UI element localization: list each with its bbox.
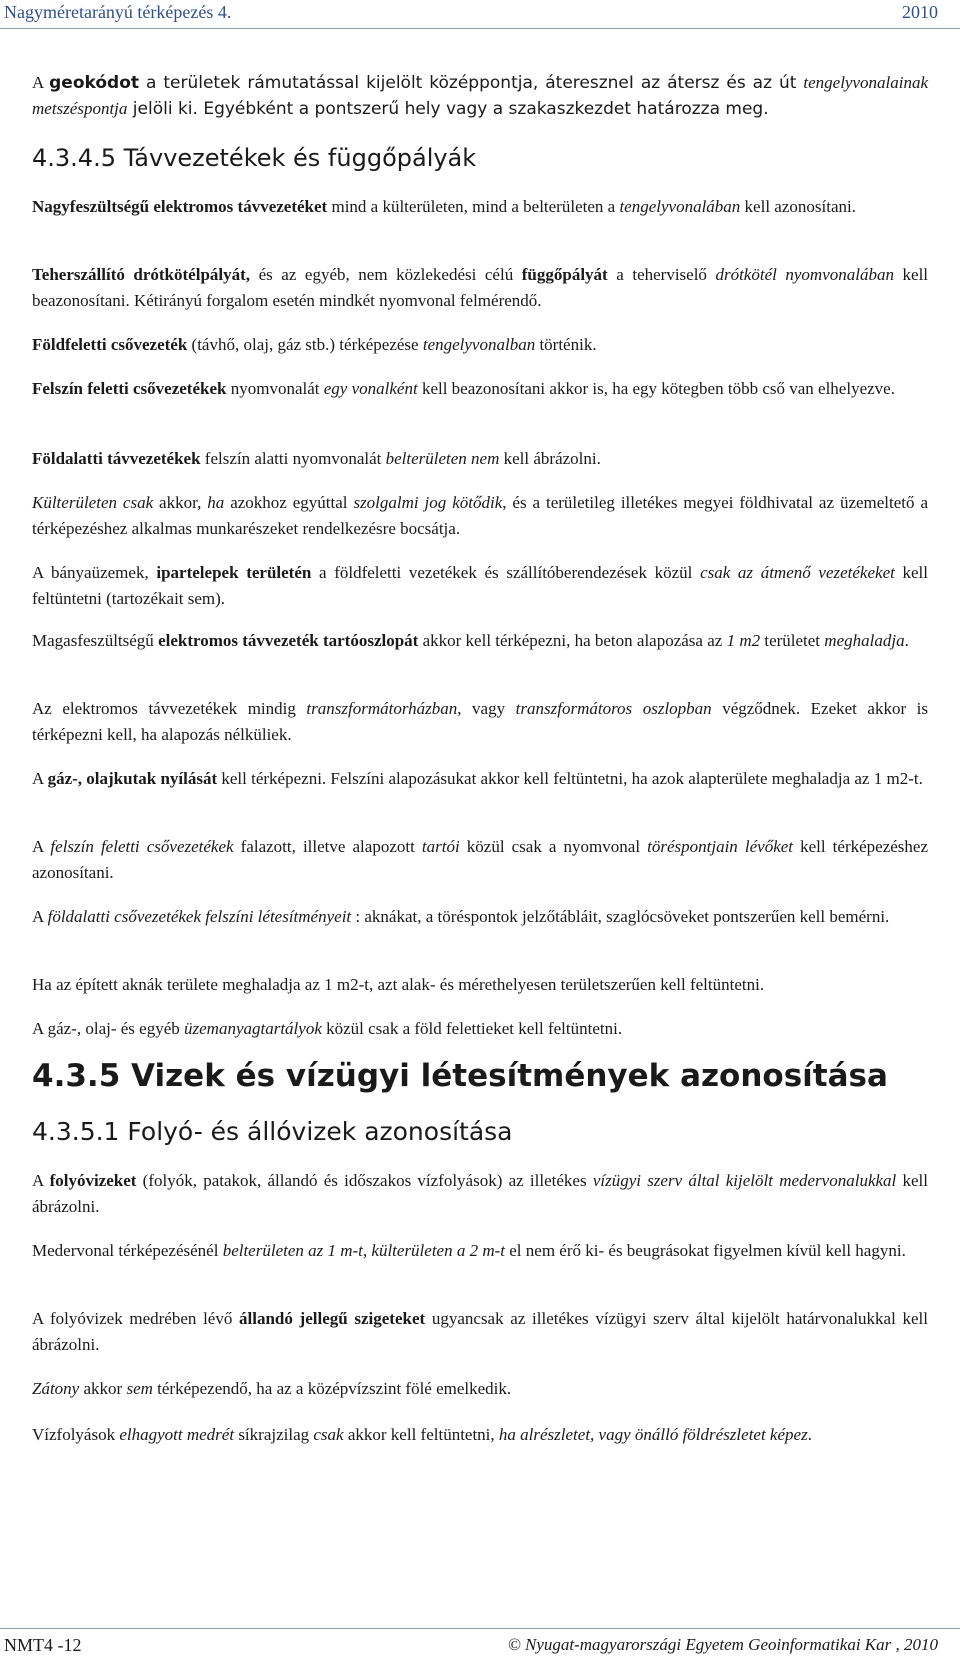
footer-page-number: NMT4 -12 bbox=[4, 1635, 82, 1655]
paragraph-drotkotelpalya: Teherszállító drótkötélpályát, és az egyéb, nem közlekedési célú függőpályát a teherviselő drótkötél nyomvonalában kell beazonosítani. Kétirányú forgalom esetén mindkét nyomvonal felmérendő. bbox=[32, 265, 929, 310]
paragraph-folyovizek: A folyóvizeket (folyók, patakok, állandó és időszakos vízfolyások) az illetékes vízügyi szerv által kijelölt medervonalukkal kell ábrázolni. bbox=[32, 1171, 928, 1216]
section-heading-4-3-4-5: 4.3.4.5 Távvezetékek és függőpályák bbox=[32, 144, 477, 172]
paragraph-uzemanyagtartalyok: A gáz-, olaj- és egyéb üzemanyagtartályok közül csak a föld felettieket kell feltüntetni. bbox=[32, 1019, 623, 1038]
paragraph-aknak: Ha az épített aknák területe meghaladja az 1 m2-t, azt alak- és mérethelyesen területszerűen kell feltüntetni. bbox=[32, 975, 765, 994]
paragraph-foldalatti-tavvezetek: Földalatti távvezetékek felszín alatti nyomvonalát belterületen nem kell ábrázolni. bbox=[32, 449, 601, 468]
paragraph-zatony: Zátony akkor sem térképezendő, ha az a középvízszint fölé emelkedik. bbox=[32, 1379, 512, 1398]
section-heading-4-3-5-1: 4.3.5.1 Folyó- és állóvizek azonosítása bbox=[32, 1117, 513, 1146]
paragraph-felszin-feletti: Felszín feletti csővezetékek nyomvonalát egy vonalként kell beazonosítani akkor is, ha egy kötegben több cső van elhelyezve. bbox=[32, 379, 895, 398]
paragraph-gaz-olajkutak: A gáz-, olajkutak nyílását kell térképezni. Felszíni alapozásukat akkor kell feltüntetni, ha azok alapterülete meghaladja az 1 m2-t. bbox=[32, 769, 923, 788]
paragraph-medervonal: Medervonal térképezésénél belterületen az 1 m-t, külterületen a 2 m-t el nem érő ki- és beugrásokat figyelmen kívül kell hagyni. bbox=[32, 1241, 906, 1260]
paragraph-transzformator: Az elektromos távvezetékek mindig transzformátorházban, vagy transzformátoros oszlopban végződnek. Ezeket akkor is térképezni kell, ha alapozás nélküliek. bbox=[32, 699, 929, 744]
header-year: 2010 bbox=[902, 2, 938, 22]
paragraph-foldalatti-letesitmenyek: A földalatti csővezetékek felszíni létesítményeit : aknákat, a töréspontok jelzőtábláit, szaglócsöveket pontszerűen kell bemérni. bbox=[32, 907, 890, 926]
paragraph-elhagyott-meder: Vízfolyások elhagyott medrét síkrajzilag csak akkor kell feltüntetni, ha alrészletet, vagy önálló földrészletet képez. bbox=[32, 1425, 812, 1444]
paragraph-geokod: A geokódot a területek rámutatással kijelölt középpontja, átereszneI az átersz és az út tengelyvonalainak metszéspontja jelöli ki. Egyébként a pontszerű hely vagy a szakaszkezdet határozza meg. bbox=[32, 73, 928, 119]
paragraph-szigetek: A folyóvizek medrében lévő állandó jellegű szigeteket ugyancsak az illetékes vízügyi szerv által kijelölt határvonalukkal kell ábrázolni. bbox=[32, 1309, 928, 1354]
paragraph-tartooszlop: Magasfeszültségű elektromos távvezeték tartóoszlopát akkor kell térképezni, ha beton alapozása az 1 m2 területet meghaladja. bbox=[32, 631, 909, 650]
paragraph-csovezetek-tartoi: A felszín feletti csővezetékek falazott, illetve alapozott tartói közül csak a nyomvonal töréspontjain lévőket kell térképezéshez azonosítani. bbox=[32, 837, 928, 882]
page-header bbox=[0, 0, 960, 29]
page-footer bbox=[0, 1628, 960, 1661]
header-title: Nagyméretarányú térképezés 4. bbox=[4, 2, 232, 22]
paragraph-foldfeletti-csovezetek: Földfeletti csővezeték (távhő, olaj, gáz stb.) térképezése tengelyvonalban történik. bbox=[32, 335, 597, 354]
paragraph-banyauzemek: A bányaüzemek, ipartelepek területén a földfeletti vezetékek és szállítóberendezések közül csak az átmenő vezetékeket kell feltüntetni (tartozékait sem). bbox=[32, 563, 928, 608]
paragraph-kulterulet: Külterületen csak akkor, ha azokhoz egyúttal szolgalmi jog kötődik, és a területileg illetékes megyei földhivatal az üzemeltető a térképezéshez alkalmas munkarészeket rendelkezésre bocsátja. bbox=[32, 493, 928, 538]
section-heading-4-3-5: 4.3.5 Vizek és vízügyi létesítmények azonosítása bbox=[32, 1058, 888, 1094]
paragraph-tavvezetek: Nagyfeszültségű elektromos távvezetéket mind a külterületen, mind a belterületen a tengelyvonalában kell azonosítani. bbox=[32, 197, 856, 216]
footer-credit: © Nyugat-magyarországi Egyetem Geoinformatikai Kar , 2010 bbox=[507, 1635, 938, 1654]
